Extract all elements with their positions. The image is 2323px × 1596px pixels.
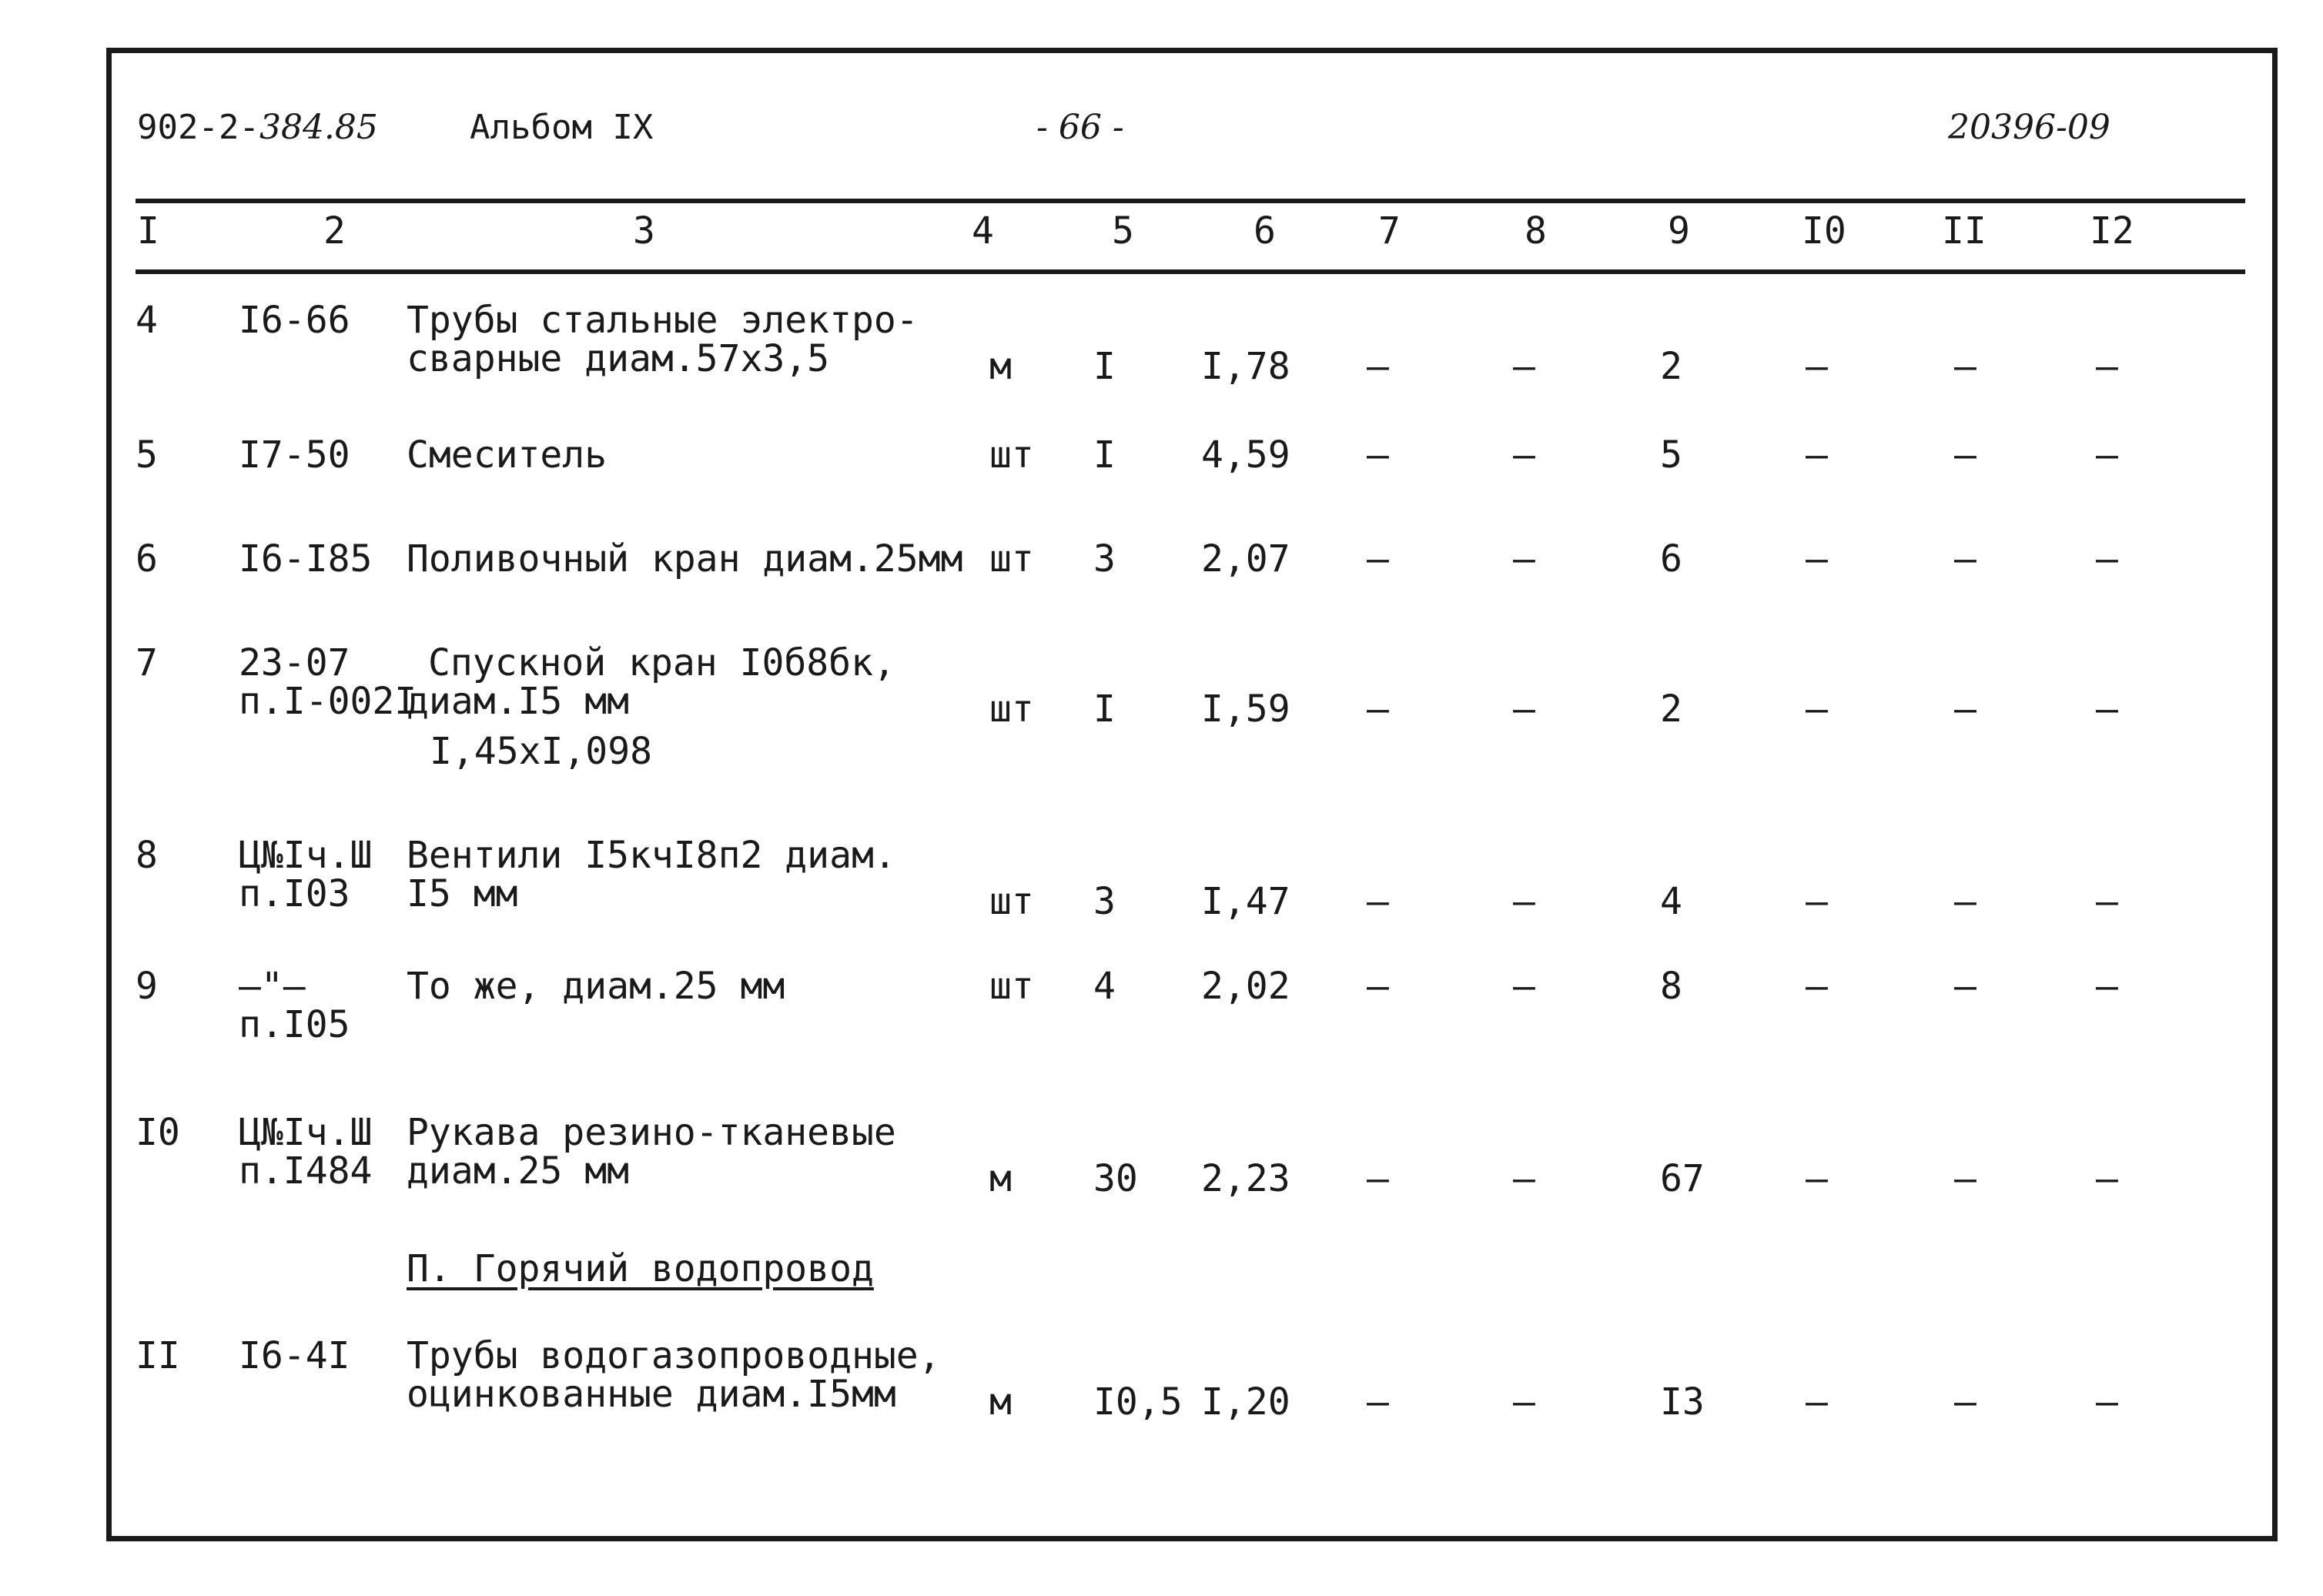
cell-unit: м: [989, 345, 1012, 388]
price-code: п.I05: [239, 1003, 350, 1046]
cell-c6: I,20: [1201, 1380, 1290, 1424]
cell-c7: –: [1367, 880, 1389, 923]
cell-c11: –: [1954, 965, 1977, 1008]
item-name: То же, диам.25 мм: [407, 965, 785, 1008]
cell-unit: м: [989, 1380, 1012, 1424]
cell-c10: –: [1806, 1157, 1828, 1200]
item-name: Спускной кран I0б8бк,: [428, 641, 895, 684]
cell-c12: –: [2096, 688, 2118, 731]
cell-c11: –: [1954, 880, 1977, 923]
column-header-8: 8: [1525, 209, 1547, 253]
row-number: 9: [136, 965, 158, 1008]
price-code: Ц№Iч.Ш: [239, 834, 373, 877]
column-header-2: 2: [323, 209, 346, 253]
cell-qty: I: [1093, 688, 1116, 731]
price-code: п.I-002I: [239, 680, 417, 723]
item-name: сварные диам.57х3,5: [407, 337, 830, 380]
item-name: диам.I5 мм: [407, 680, 629, 723]
cell-c12: –: [2096, 345, 2118, 388]
cell-c9: 67: [1660, 1157, 1705, 1200]
cell-c8: –: [1513, 965, 1535, 1008]
price-code: I6-66: [239, 299, 350, 342]
cell-c11: –: [1954, 688, 1977, 731]
cell-c10: –: [1806, 537, 1828, 581]
cell-c8: –: [1513, 688, 1535, 731]
cell-c8: –: [1513, 1157, 1535, 1200]
cell-unit: шт: [989, 433, 1034, 477]
cell-c9: 4: [1660, 880, 1682, 923]
cell-unit: шт: [989, 688, 1034, 731]
header-rule-bottom: [136, 269, 2245, 274]
row-number: I0: [136, 1111, 180, 1154]
inventory-number: 20396-09: [1948, 108, 2110, 147]
price-code: п.I03: [239, 872, 350, 915]
cell-c11: –: [1954, 345, 1977, 388]
cell-c10: –: [1806, 345, 1828, 388]
cell-c6: I,78: [1201, 345, 1290, 388]
row-number: II: [136, 1334, 180, 1377]
cell-c9: 6: [1660, 537, 1682, 581]
cell-qty: 3: [1093, 537, 1116, 581]
cell-c12: –: [2096, 1157, 2118, 1200]
cell-c12: –: [2096, 537, 2118, 581]
cell-c7: –: [1367, 345, 1389, 388]
cell-c12: –: [2096, 1380, 2118, 1424]
section-title: П. Горячий водопровод: [407, 1247, 874, 1290]
cell-c8: –: [1513, 345, 1535, 388]
price-code: Ц№Iч.Ш: [239, 1111, 373, 1154]
item-name: Смеситель: [407, 433, 608, 477]
cell-c11: –: [1954, 1380, 1977, 1424]
cell-qty: I: [1093, 433, 1116, 477]
cell-c12: –: [2096, 880, 2118, 923]
cell-c8: –: [1513, 880, 1535, 923]
page-number: - 66 -: [1036, 108, 1124, 147]
doc-code: 902-2-384.85: [137, 108, 378, 147]
cell-qty: 30: [1093, 1157, 1138, 1200]
item-name: Вентили I5кчI8п2 диам.: [407, 834, 896, 877]
item-name: диам.25 мм: [407, 1149, 629, 1193]
item-name: оцинкованные диам.I5мм: [407, 1373, 896, 1416]
row-number: 6: [136, 537, 158, 581]
cell-qty: 4: [1093, 965, 1116, 1008]
row-number: 4: [136, 299, 158, 342]
cell-c7: –: [1367, 1157, 1389, 1200]
price-code: п.I484: [239, 1149, 373, 1193]
cell-unit: м: [989, 1157, 1012, 1200]
column-header-11: II: [1942, 209, 1987, 253]
price-code: I6-4I: [239, 1334, 350, 1377]
price-code: 23-07: [239, 641, 350, 684]
price-code: I6-I85: [239, 537, 373, 581]
cell-c11: –: [1954, 1157, 1977, 1200]
item-name: Трубы стальные электро-: [407, 299, 919, 342]
column-header-9: 9: [1668, 209, 1690, 253]
cell-c6: I,59: [1201, 688, 1290, 731]
item-name: Трубы водогазопроводные,: [407, 1334, 941, 1377]
cell-c7: –: [1367, 537, 1389, 581]
column-header-5: 5: [1112, 209, 1134, 253]
column-header-1: I: [137, 209, 159, 253]
cell-c9: 2: [1660, 688, 1682, 731]
cell-c10: –: [1806, 880, 1828, 923]
header-rule-top: [136, 199, 2245, 203]
cell-c7: –: [1367, 433, 1389, 477]
row-number: 7: [136, 641, 158, 684]
column-header-3: 3: [633, 209, 655, 253]
column-header-12: I2: [2090, 209, 2134, 253]
cell-c7: –: [1367, 965, 1389, 1008]
price-code: I7-50: [239, 433, 350, 477]
item-name: Поливочный кран диам.25мм: [407, 537, 963, 581]
item-name: I5 мм: [407, 872, 518, 915]
cell-c10: –: [1806, 433, 1828, 477]
cell-c9: 2: [1660, 345, 1682, 388]
cell-c10: –: [1806, 965, 1828, 1008]
cell-c9: I3: [1660, 1380, 1705, 1424]
cell-c9: 5: [1660, 433, 1682, 477]
cell-c6: 4,59: [1201, 433, 1290, 477]
cell-c11: –: [1954, 537, 1977, 581]
cell-unit: шт: [989, 965, 1034, 1008]
cell-c10: –: [1806, 688, 1828, 731]
album-label: Альбом IX: [470, 108, 654, 147]
cell-c6: 2,23: [1201, 1157, 1290, 1200]
cell-c6: I,47: [1201, 880, 1290, 923]
cell-c11: –: [1954, 433, 1977, 477]
column-header-10: I0: [1802, 209, 1846, 253]
cell-c7: –: [1367, 688, 1389, 731]
cell-c6: 2,02: [1201, 965, 1290, 1008]
row-number: 8: [136, 834, 158, 877]
cell-c8: –: [1513, 537, 1535, 581]
cell-qty: I: [1093, 345, 1116, 388]
cell-c8: –: [1513, 433, 1535, 477]
row-number: 5: [136, 433, 158, 477]
cell-unit: шт: [989, 537, 1034, 581]
cell-qty: I0,5: [1093, 1380, 1183, 1424]
price-code: –"–: [239, 965, 306, 1008]
cell-qty: 3: [1093, 880, 1116, 923]
cell-c12: –: [2096, 433, 2118, 477]
column-header-6: 6: [1254, 209, 1276, 253]
cell-c9: 8: [1660, 965, 1682, 1008]
cell-c8: –: [1513, 1380, 1535, 1424]
cell-c7: –: [1367, 1380, 1389, 1424]
item-note: I,45хI,098: [430, 730, 652, 773]
item-name: Рукава резино-тканевые: [407, 1111, 896, 1154]
cell-c6: 2,07: [1201, 537, 1290, 581]
column-header-4: 4: [972, 209, 994, 253]
cell-unit: шт: [989, 880, 1034, 923]
column-header-7: 7: [1378, 209, 1401, 253]
cell-c10: –: [1806, 1380, 1828, 1424]
cell-c12: –: [2096, 965, 2118, 1008]
